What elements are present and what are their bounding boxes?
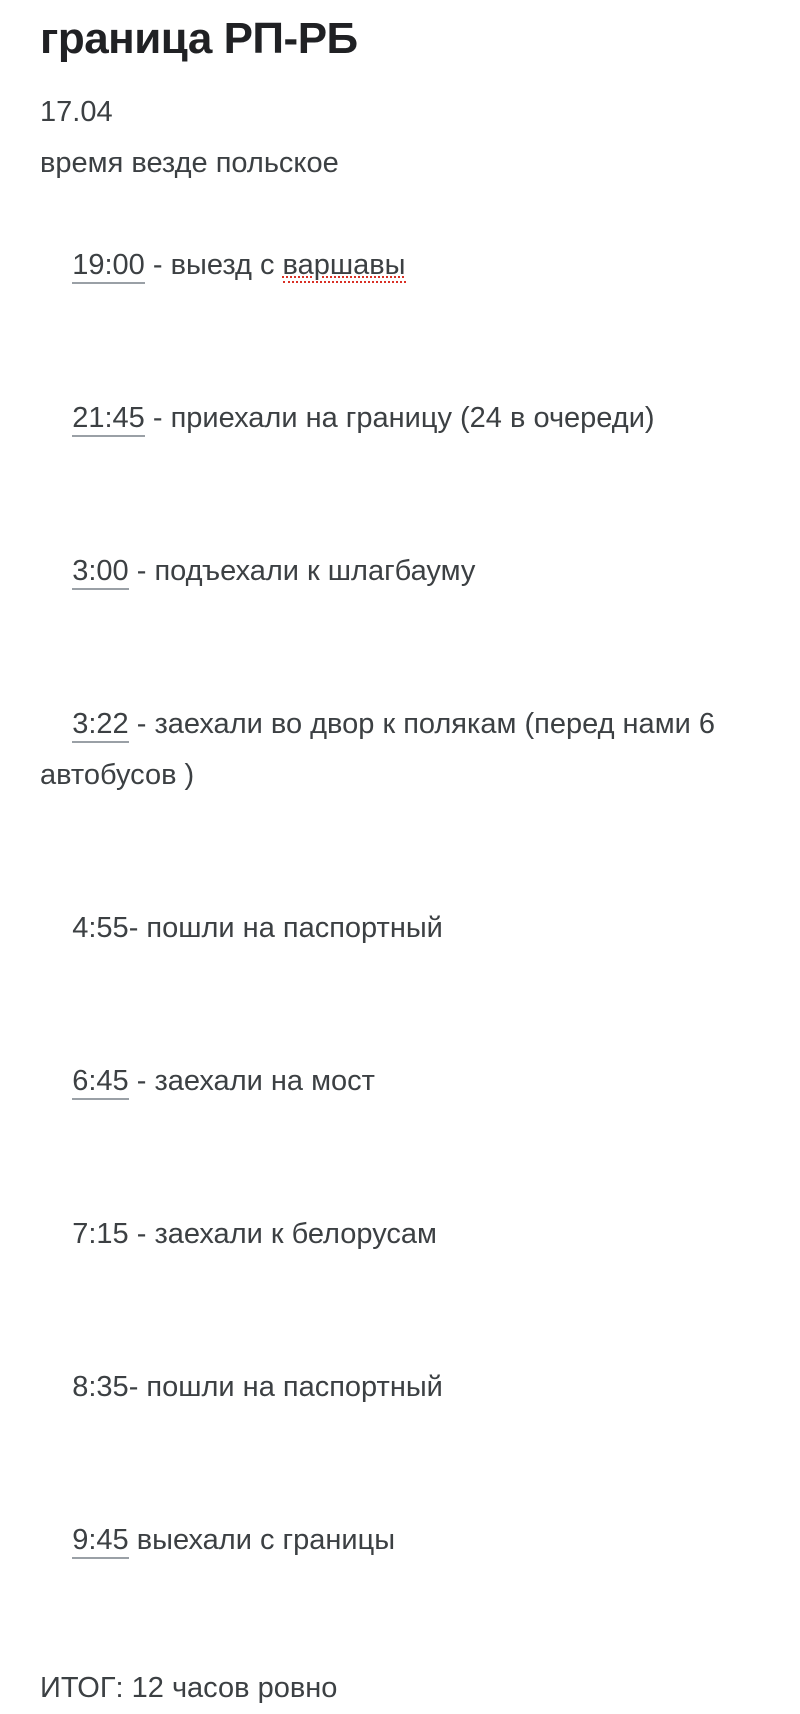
log-entry-8 bbox=[40, 1311, 760, 1464]
paragraph-spacer bbox=[40, 1617, 760, 1663]
entry-separator: - bbox=[144, 401, 171, 434]
timezone-note: время везде польское bbox=[40, 146, 339, 179]
log-entry-3 bbox=[40, 495, 760, 648]
entry-time: 4:55 bbox=[72, 911, 129, 944]
entry-separator: - bbox=[128, 1217, 155, 1250]
entry-text: заехали во двор к полякам (перед нами 6 автобусов ) bbox=[40, 707, 724, 791]
log-entry-6 bbox=[40, 1005, 760, 1158]
log-entry-1 bbox=[40, 189, 760, 342]
entry-time: 3:00 bbox=[72, 555, 128, 590]
entry-text: заехали на мост bbox=[154, 1064, 375, 1097]
entry-time: 19:00 bbox=[72, 249, 145, 284]
entry-separator: - bbox=[128, 1370, 147, 1403]
page-title: граница РП-РБ bbox=[40, 14, 358, 63]
log-entry-7 bbox=[40, 1158, 760, 1311]
entry-separator: - bbox=[128, 707, 155, 740]
total-summary: ИТОГ: 12 часов ровно bbox=[40, 1671, 338, 1704]
entry-time: 8:35 bbox=[72, 1370, 129, 1403]
entry-text: подъехали к шлагбауму bbox=[154, 554, 476, 587]
entry-time: 21:45 bbox=[72, 402, 145, 437]
entry-text: приехали на границу (24 в очереди) bbox=[170, 401, 655, 434]
entry-text: выезд с bbox=[170, 248, 283, 281]
entry-separator bbox=[129, 1524, 137, 1556]
entry-text: пошли на паспортный bbox=[146, 1370, 443, 1403]
spellcheck-word: варшавы bbox=[282, 248, 406, 281]
entry-separator: - bbox=[144, 248, 171, 281]
entry-text: заехали к белорусам bbox=[154, 1217, 437, 1250]
entry-separator: - bbox=[128, 1064, 155, 1097]
entry-text: пошли на паспортный bbox=[146, 911, 443, 944]
log-entry-5 bbox=[40, 852, 760, 1005]
entry-separator: - bbox=[128, 554, 155, 587]
document-date: 17.04 bbox=[40, 95, 113, 128]
entry-time: 6:45 bbox=[72, 1065, 128, 1100]
log-entry-2 bbox=[40, 342, 760, 495]
log-entry-4 bbox=[40, 648, 760, 852]
entry-time: 9:45 bbox=[72, 1524, 128, 1559]
entry-separator: - bbox=[128, 911, 147, 944]
entry-text: выехали с границы bbox=[136, 1523, 396, 1556]
log-entry-9 bbox=[40, 1464, 760, 1617]
entry-time: 3:22 bbox=[72, 708, 128, 743]
entry-time: 7:15 bbox=[72, 1217, 129, 1250]
